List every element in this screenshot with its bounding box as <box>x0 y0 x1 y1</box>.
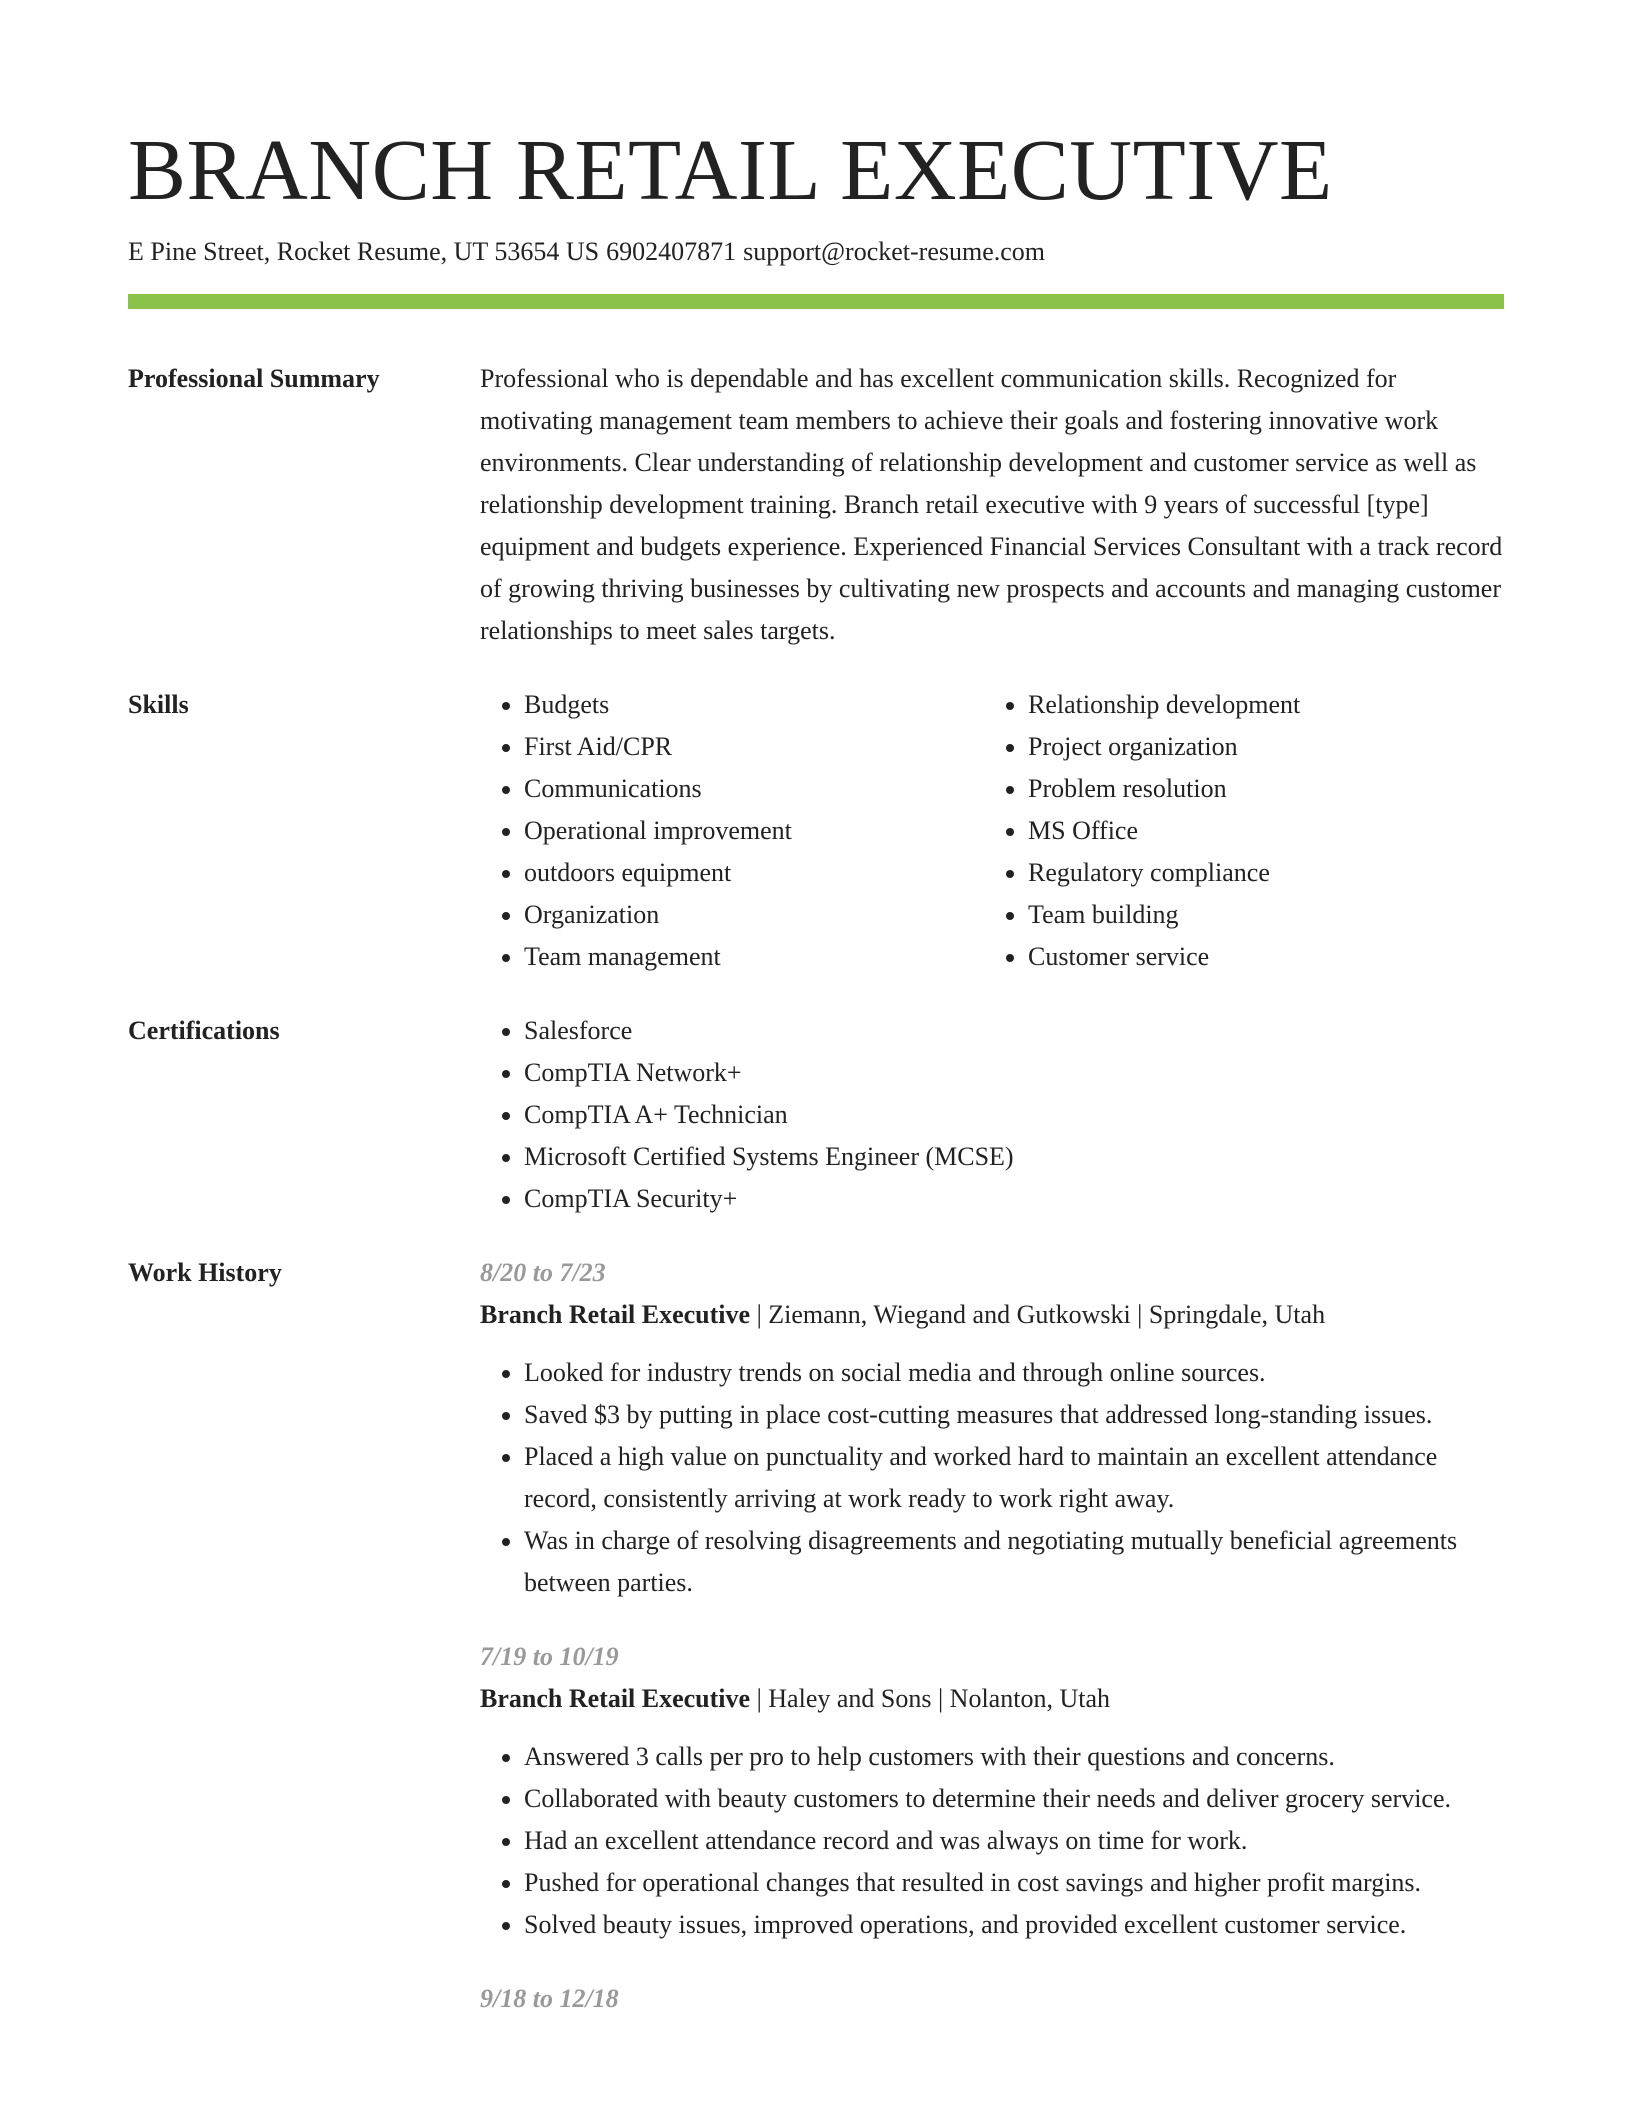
work-history-section <box>128 1252 1504 2052</box>
skill-item: • Communications <box>524 768 984 810</box>
job-entry <box>480 1636 1504 1946</box>
job-bullet: • Solved beauty issues, improved operations, and provided excellent customer service. <box>524 1904 1504 1946</box>
job-bullet: • Collaborated with beauty customers to determine their needs and deliver grocery service. <box>524 1778 1504 1820</box>
job-details: | Ziemann, Wiegand and Gutkowski | Springdale, Utah <box>750 1300 1326 1329</box>
certifications-list <box>480 1010 1504 1220</box>
certification-item: • CompTIA A+ Technician <box>524 1094 1504 1136</box>
skill-item: • Team management <box>524 936 984 978</box>
skill-item: • outdoors equipment <box>524 852 984 894</box>
job-line <box>480 1678 1504 1720</box>
skills-heading: Skills <box>128 690 189 719</box>
contact-line <box>128 234 1504 270</box>
summary-heading: Professional Summary <box>128 364 380 393</box>
job-bullets <box>480 1736 1504 1946</box>
certification-item: • Microsoft Certified Systems Engineer (MCSE) <box>524 1136 1504 1178</box>
job-bullet: • Placed a high value on punctuality and worked hard to maintain an excellent attendance record, consistently arriving at work ready to work right away. <box>524 1436 1504 1520</box>
resume-name: BRANCH RETAIL EXECUTIVE <box>128 121 1333 218</box>
skills-list-right <box>984 684 1488 978</box>
skill-item: • MS Office <box>1028 810 1488 852</box>
job-bullet: • Was in charge of resolving disagreements and negotiating mutually beneficial agreements between parties. <box>524 1520 1504 1604</box>
job-title: Branch Retail Executive <box>480 1684 751 1713</box>
job-title: Branch Retail Executive <box>480 1300 751 1329</box>
job-bullet: • Saved $3 by putting in place cost-cutting measures that addressed long-standing issues. <box>524 1394 1504 1436</box>
job-entry <box>480 1978 1504 2020</box>
skills-grid <box>480 684 1504 978</box>
summary-text: Professional who is dependable and has excellent communication skills. Recognized for motivating management team members to achieve their goals and fostering innovative work environments. Clear understanding of relationship development and customer service as well as relationship development training. Branch retail executive with 9 years of successful [type] equipment and budgets experience. Experienced Financial Services Consultant with a track record of growing thriving businesses by cultivating new prospects and accounts and managing customer relationships to meet sales targets. <box>480 364 1503 645</box>
skill-item: • Project organization <box>1028 726 1488 768</box>
skill-item: • Budgets <box>524 684 984 726</box>
job-dates: 9/18 to 12/18 <box>480 1984 619 2013</box>
resume-page <box>128 0 1504 2052</box>
summary-section <box>128 358 1504 652</box>
header-divider <box>128 294 1504 309</box>
contact-email: support@rocket-resume.com <box>743 237 1046 266</box>
job-bullets <box>480 1352 1504 1604</box>
certification-item: • Salesforce <box>524 1010 1504 1052</box>
job-line <box>480 1294 1504 1336</box>
job-bullet: • Had an excellent attendance record and was always on time for work. <box>524 1820 1504 1862</box>
job-bullet: • Answered 3 calls per pro to help customers with their questions and concerns. <box>524 1736 1504 1778</box>
job-dates: 8/20 to 7/23 <box>480 1258 606 1287</box>
certifications-body <box>480 1010 1504 1220</box>
job-bullet: • Pushed for operational changes that resulted in cost savings and higher profit margins. <box>524 1862 1504 1904</box>
job-bullet: • Looked for industry trends on social media and through online sources. <box>524 1352 1504 1394</box>
skill-item: • Operational improvement <box>524 810 984 852</box>
skill-item: • Team building <box>1028 894 1488 936</box>
work-history-heading: Work History <box>128 1258 282 1287</box>
skill-item: • Customer service <box>1028 936 1488 978</box>
job-entry <box>480 1252 1504 1604</box>
contact-phone: 6902407871 <box>606 237 737 266</box>
certification-item: • CompTIA Security+ <box>524 1178 1504 1220</box>
certifications-heading: Certifications <box>128 1016 280 1045</box>
certification-item: • CompTIA Network+ <box>524 1052 1504 1094</box>
skill-item: • Organization <box>524 894 984 936</box>
skill-item: • First Aid/CPR <box>524 726 984 768</box>
job-details: | Haley and Sons | Nolanton, Utah <box>750 1684 1110 1713</box>
work-history-body <box>480 1252 1504 2052</box>
contact-address: E Pine Street, Rocket Resume, UT 53654 US <box>128 237 600 266</box>
skills-section <box>128 684 1504 978</box>
skills-list-left <box>480 684 984 978</box>
skill-item: • Problem resolution <box>1028 768 1488 810</box>
skill-item: • Regulatory compliance <box>1028 852 1488 894</box>
certifications-section <box>128 1010 1504 1220</box>
job-dates: 7/19 to 10/19 <box>480 1642 619 1671</box>
skill-item: • Relationship development <box>1028 684 1488 726</box>
